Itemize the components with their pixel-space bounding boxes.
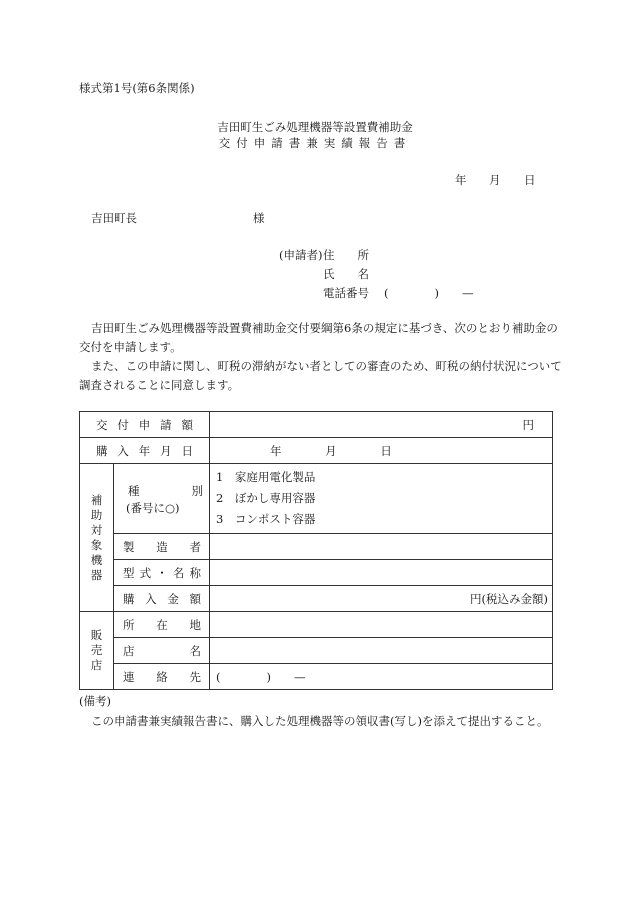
- grant-amount-unit[interactable]: 円: [210, 412, 553, 438]
- type-options[interactable]: [210, 464, 553, 534]
- table-row-store-contact: [80, 664, 553, 690]
- purchase-price-unit[interactable]: 円(税込み金額): [210, 586, 553, 612]
- date-year-label: 年: [455, 173, 467, 187]
- store-contact-label: 連 絡 先: [123, 669, 201, 684]
- type-label-2: 別: [191, 483, 203, 498]
- manufacturer-label: 製 造 者: [123, 539, 201, 554]
- equipment-group-label: 補助対象機器: [80, 464, 114, 612]
- model-field[interactable]: [210, 560, 553, 586]
- remarks-label: (備考): [79, 694, 111, 708]
- form-number: 様式第1号(第6条関係): [79, 81, 195, 95]
- purchase-year-label: 年: [270, 443, 282, 458]
- applicant-name-label: 氏 名: [323, 267, 369, 281]
- type-option-3[interactable]: 3 コンポスト容器: [216, 512, 316, 526]
- purchase-price-label: 購 入 金 額: [123, 591, 201, 606]
- application-table: [79, 411, 553, 690]
- type-option-1[interactable]: 1 家庭用電化製品: [216, 470, 316, 484]
- grant-amount-label: 交 付 申 請 額: [96, 417, 193, 432]
- store-address-label: 所 在 地: [123, 617, 201, 632]
- applicant-phone-label: 電話番号: [323, 286, 369, 300]
- store-contact-field[interactable]: ( ) —: [210, 664, 553, 690]
- purchase-date-field[interactable]: [210, 438, 553, 464]
- table-row-grant-amount: [80, 412, 553, 438]
- table-row-purchase-date: [80, 438, 553, 464]
- form-title-line1: 吉田町生ごみ処理機器等設置費補助金: [217, 120, 413, 134]
- table-row-store-name: [80, 638, 553, 664]
- table-row-store-address: [80, 612, 553, 638]
- purchase-day-label: 日: [380, 443, 392, 458]
- purchase-month-label: 月: [325, 443, 337, 458]
- date-day-label: 日: [524, 173, 536, 187]
- store-group-label: 販売店: [80, 612, 114, 690]
- addressee-honorific: 様: [253, 211, 265, 225]
- purchase-date-label: 購 入 年 月 日: [96, 443, 193, 458]
- table-row-type: [80, 464, 553, 534]
- body-text: [79, 319, 564, 395]
- applicant-phone-format: ( ) —: [384, 286, 474, 300]
- store-address-field[interactable]: [210, 612, 553, 638]
- form-title-line2: 交付申請書兼実績報告書: [218, 136, 412, 150]
- addressee-name: 吉田町長: [91, 211, 137, 225]
- table-row-manufacturer: [80, 534, 553, 560]
- type-label-1: 種: [128, 483, 140, 498]
- table-row-model: [80, 560, 553, 586]
- model-label: 型 式 ・ 名 称: [123, 565, 201, 580]
- date-month-label: 月: [489, 173, 501, 187]
- type-option-2[interactable]: 2 ぼかし専用容器: [216, 491, 316, 505]
- store-name-field[interactable]: [210, 638, 553, 664]
- body-paragraph-2: また、この申請に関し、町税の滞納がない者としての審査のため、町税の納付状況について調査されることに同意します。: [79, 359, 562, 392]
- body-paragraph-1: 吉田町生ごみ処理機器等設置費補助金交付要綱第6条の規定に基づき、次のとおり補助金の交付を申請します。: [79, 321, 558, 354]
- applicant-address-label: 住 所: [323, 248, 369, 262]
- store-name-label: 店 名: [123, 643, 201, 658]
- manufacturer-field[interactable]: [210, 534, 553, 560]
- type-label-sub: (番号に○): [126, 500, 180, 515]
- table-row-purchase-price: [80, 586, 553, 612]
- applicant-label: (申請者): [279, 248, 323, 262]
- remarks-text: この申請書兼実績報告書に、購入した処理機器等の領収書(写し)を添えて提出すること。: [91, 714, 549, 728]
